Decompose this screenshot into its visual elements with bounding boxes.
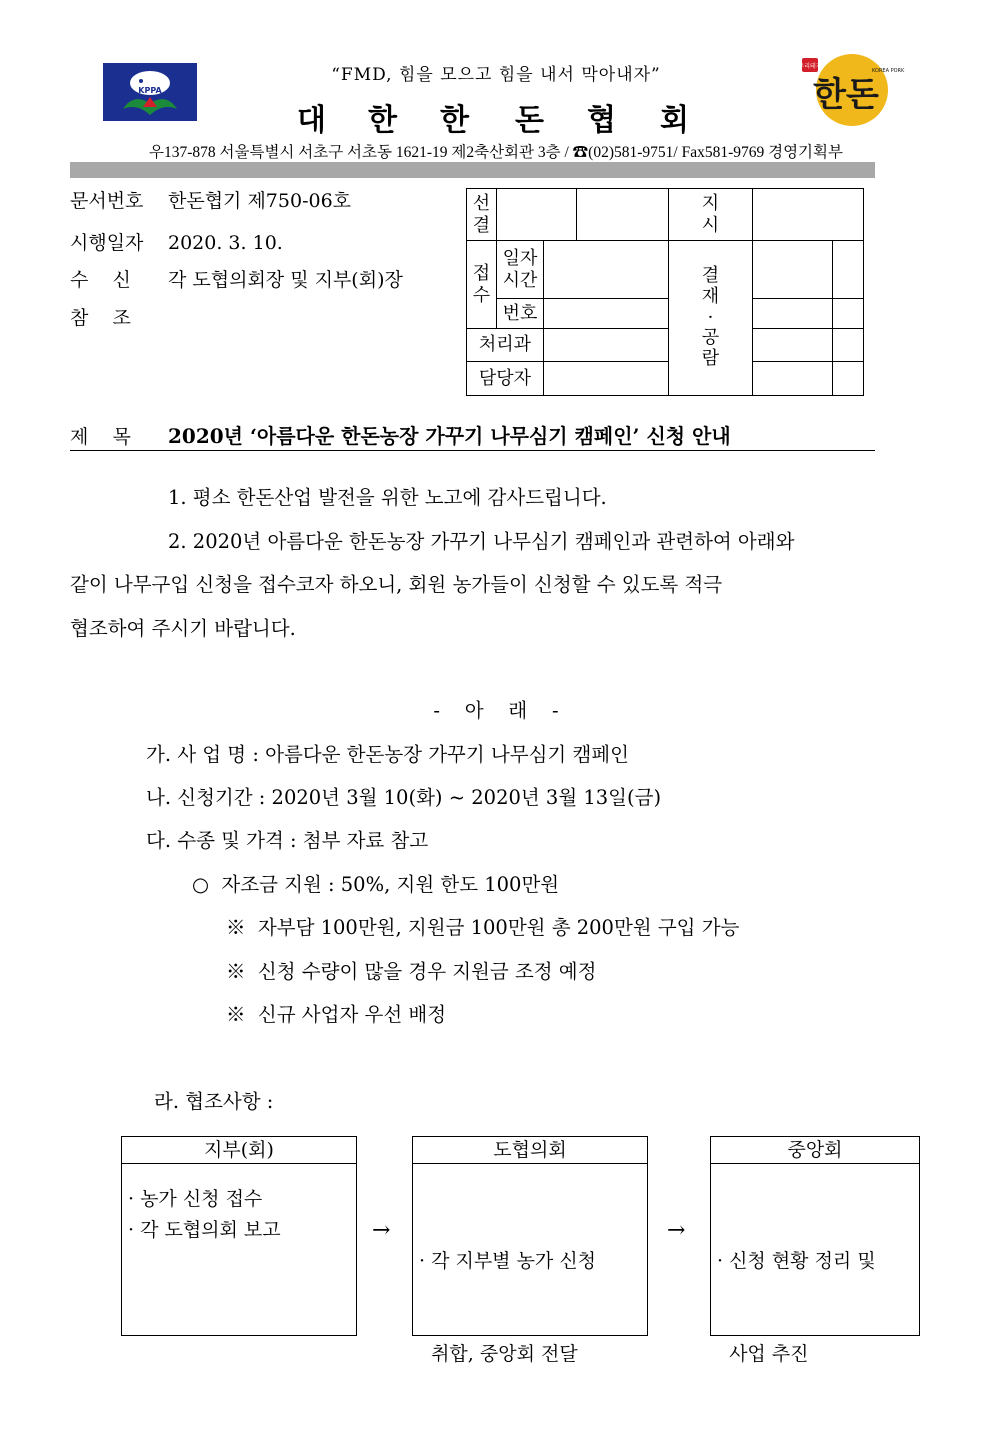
approval-beonho: 번호 <box>497 299 544 329</box>
approval-cell <box>544 362 669 396</box>
paragraph-2-line-3: 협조하여 주시기 바랍니다. <box>70 617 296 640</box>
note-1: ※ 자부담 100만원, 지원금 100만원 총 200만원 구입 가능 <box>226 916 740 939</box>
approval-seon: 선 결 <box>467 189 497 241</box>
subject-row <box>70 420 875 449</box>
note-2: ※ 신청 수량이 많을 경우 지원금 조정 예정 <box>226 960 597 983</box>
meta-key: 참 조 <box>70 307 131 329</box>
subject-title: 2020년 ‘아름다운 한돈농장 가꾸기 나무심기 캠페인’ 신청 안내 <box>168 424 731 448</box>
flow-box-branch <box>121 1136 357 1336</box>
meta-date <box>70 228 283 255</box>
subject-label: 제 목 <box>70 426 131 448</box>
kppa-logo-text: KPPA <box>138 86 162 95</box>
approval-cell <box>753 299 833 329</box>
handon-logo <box>798 50 905 130</box>
approval-jeopsu: 접 수 <box>467 241 497 329</box>
approval-cell <box>753 241 833 299</box>
approval-gyeoljae: 결 재 · 공 람 <box>669 241 753 396</box>
address-line: 우137-878 서울특별시 서초구 서초동 1621-19 제2축산회관 3층 / ☎(02)581-9751/ Fax581-9769 경영기획부 <box>149 144 843 161</box>
slogan: “FMD, 힘을 모으고 힘을 내서 막아내자” <box>331 65 661 85</box>
flow-box-provincial <box>412 1136 648 1365</box>
paragraph-1: 1. 평소 한돈산업 발전을 위한 노고에 감사드립니다. <box>168 486 607 509</box>
approval-ji: 지 시 <box>669 189 753 241</box>
approval-cell <box>544 241 669 299</box>
item-da: 다. 수종 및 가격 : 첨부 자료 참고 <box>146 829 429 852</box>
paragraph-2-line-2: 같이 나무구입 신청을 접수코자 하오니, 회원 농가들이 신청할 수 있도록 적극 <box>70 573 723 596</box>
approval-table <box>466 188 864 396</box>
notice-heading: - 아 래 - <box>433 699 559 722</box>
approval-cheorigwa: 처리과 <box>467 329 544 362</box>
approval-cell <box>544 299 669 329</box>
flow-arrow-1: → <box>372 1218 391 1243</box>
flow-box-central <box>710 1136 920 1365</box>
flow-line: · 신청 현황 정리 및 <box>717 1250 876 1272</box>
approval-cell <box>753 329 833 362</box>
paragraph-2-line-1: 2. 2020년 아름다운 한돈농장 가꾸기 나무심기 캠페인과 관련하여 아래와 <box>168 530 795 553</box>
meta-value: 2020. 3. 10. <box>168 232 283 254</box>
approval-cell <box>753 189 864 241</box>
note-3: ※ 신규 사업자 우선 배정 <box>226 1003 447 1026</box>
org-char-2: 한 <box>368 103 397 138</box>
org-char-1: 대 <box>297 103 326 138</box>
approval-cell <box>753 362 833 396</box>
meta-recipient <box>70 265 403 292</box>
meta-value: 한돈협기 제750-06호 <box>168 190 352 212</box>
item-ra: 라. 협조사항 : <box>154 1090 274 1113</box>
approval-ilja: 일자 시간 <box>497 241 544 299</box>
org-char-3: 한 <box>440 103 469 138</box>
meta-reference <box>70 303 168 330</box>
approval-cell <box>833 329 864 362</box>
item-na: 나. 신청기간 : 2020년 3월 10(화) ~ 2020년 3월 13일(금) <box>146 786 662 809</box>
flow-line: 취합, 중앙회 전달 <box>419 1343 578 1365</box>
org-char-4: 돈 <box>515 103 544 138</box>
flow-line: · 각 지부별 농가 신청 <box>419 1250 597 1272</box>
meta-key: 시행일자 <box>70 232 144 254</box>
handon-badge-text: 우리돼지 <box>798 63 822 70</box>
approval-damdangja: 담당자 <box>467 362 544 396</box>
flow-box-title: 지부(회) <box>122 1137 356 1164</box>
approval-cell <box>833 241 864 299</box>
approval-cell <box>833 362 864 396</box>
flow-box-title: 도협의회 <box>413 1137 647 1164</box>
flow-arrow-2: → <box>667 1218 686 1243</box>
handon-logo-small: KOREA PORK <box>872 68 905 74</box>
org-char-5: 협 <box>587 103 616 138</box>
approval-cell <box>497 189 577 241</box>
flow-line: 사업 추진 <box>717 1343 809 1365</box>
meta-key: 수 신 <box>70 269 131 291</box>
meta-key: 문서번호 <box>70 190 144 212</box>
approval-cell <box>544 329 669 362</box>
meta-doc-number <box>70 186 351 213</box>
header-divider <box>70 162 875 178</box>
approval-cell <box>577 189 669 241</box>
flow-line: · 농가 신청 접수 <box>128 1188 263 1210</box>
org-char-6: 회 <box>660 103 689 138</box>
subject-underline <box>70 450 875 451</box>
approval-cell <box>833 299 864 329</box>
sub-circle-item: ○ 자조금 지원 : 50%, 지원 한도 100만원 <box>192 873 560 896</box>
item-ga: 가. 사 업 명 : 아름다운 한돈농장 가꾸기 나무심기 캠페인 <box>146 743 629 766</box>
flow-line: · 각 도협의회 보고 <box>128 1219 281 1241</box>
handon-logo-text: 한돈 <box>813 75 879 115</box>
flow-box-title: 중앙회 <box>711 1137 919 1164</box>
meta-value: 각 도협의회장 및 지부(회)장 <box>168 269 403 291</box>
